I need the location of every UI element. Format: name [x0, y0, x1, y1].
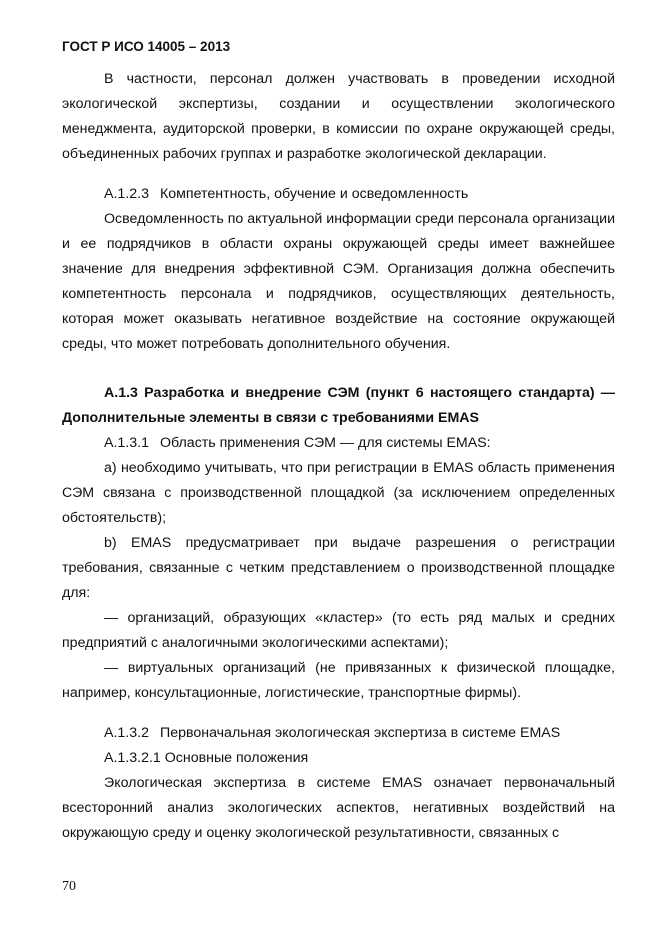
- list-item: а) необходимо учитывать, что при регистрации в EMAS область применения СЭМ связана с производственной площадкой (за исключением определенных обстоятельств);: [62, 460, 615, 526]
- section-a13: [62, 381, 615, 706]
- subsection-heading: [62, 431, 615, 456]
- dash-item: — виртуальных организаций (не привязанных к физической площадке, например, консультационные, логистические, транспортные фирмы).: [62, 660, 615, 701]
- subsection-number: А.1.3.2: [104, 725, 149, 741]
- section-heading: А.1.3 Разработка и внедрение СЭМ (пункт 6 настоящего стандарта) — Дополнительные элементы в связи с требованиями EMAS: [62, 385, 615, 426]
- section-a123: [62, 182, 615, 357]
- subsection-number: А.1.2.3: [104, 186, 149, 202]
- paragraph: Осведомленность по актуальной информации среди персонала организации и ее подрядчиков в области охраны окружающей среды имеет важнейшее значение для внедрения эффективной СЭМ. Организация должна обеспечить компетентность персонала и подрядчиков, осуществляющих деятельность, которая может оказывать негативное воздействие на состояние окружающей среды, что может потребовать дополнительного обучения.: [62, 211, 615, 352]
- page-number: 70: [62, 879, 76, 894]
- subsection-title: Первоначальная экологическая экспертиза в системе EMAS: [160, 725, 561, 741]
- list-item: b) EMAS предусматривает при выдаче разрешения о регистрации требования, связанные с четким представлением о производственной площадке для:: [62, 535, 615, 601]
- subsection-title: Область применения СЭМ — для системы EMAS:: [160, 435, 491, 451]
- subsection-number: А.1.3.1: [104, 435, 149, 451]
- subsubsection-heading: А.1.3.2.1 Основные положения: [104, 750, 309, 766]
- subsection-title: Компетентность, обучение и осведомленность: [160, 186, 469, 202]
- paragraph: Экологическая экспертиза в системе EMAS означает первоначальный всесторонний анализ экологических аспектов, негативных воздействий на окружающую среду и оценку экологической результативности, связанных с: [62, 775, 615, 841]
- section-body-1: [62, 67, 615, 167]
- subsection-heading: [62, 182, 615, 207]
- subsection-heading: [62, 721, 615, 746]
- paragraph: В частности, персонал должен участвовать в проведении исходной экологической экспертизы, создании и осуществлении экологического менеджмента, аудиторской проверки, в комиссии по охране окружающей среды, объединенных рабочих группах и разработке экологической декларации.: [62, 71, 615, 162]
- section-a132: [62, 721, 615, 846]
- dash-item: — организаций, образующих «кластер» (то есть ряд малых и средних предприятий с аналогичными экологическими аспектами);: [62, 610, 615, 651]
- document-header: ГОСТ Р ИСО 14005 – 2013: [62, 39, 231, 54]
